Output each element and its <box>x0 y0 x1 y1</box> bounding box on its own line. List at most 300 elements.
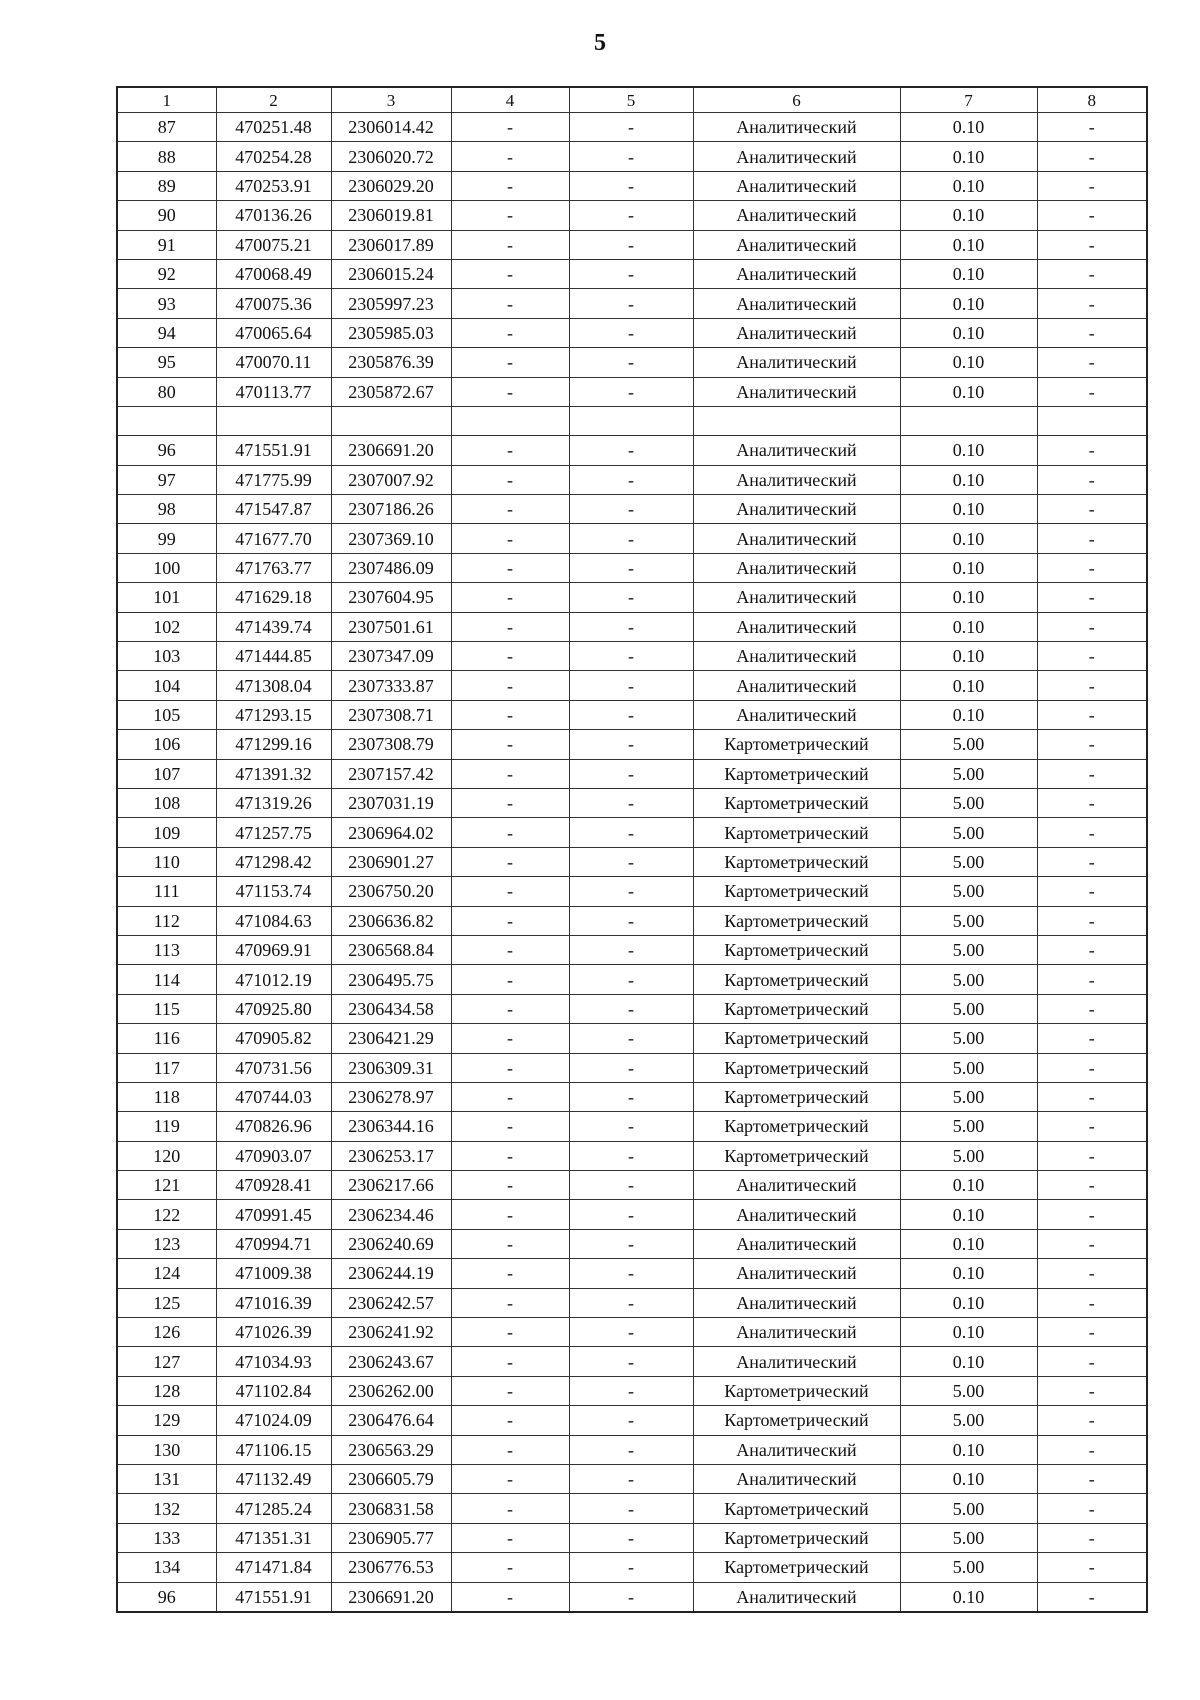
table-cell: 5.00 <box>900 1553 1037 1582</box>
table-cell: 5.00 <box>900 1082 1037 1111</box>
table-cell: 0.10 <box>900 671 1037 700</box>
table-cell: Картометрический <box>693 818 900 847</box>
table-cell: 96 <box>117 1582 216 1612</box>
table-cell: 96 <box>117 436 216 465</box>
table-cell: - <box>569 818 693 847</box>
table-cell: 471351.31 <box>216 1523 331 1552</box>
table-cell: 2307007.92 <box>331 465 451 494</box>
table-cell: 2306241.92 <box>331 1318 451 1347</box>
table-cell: - <box>451 759 569 788</box>
table-cell: Аналитический <box>693 1288 900 1317</box>
table-cell: 2306905.77 <box>331 1523 451 1552</box>
table-cell: - <box>451 965 569 994</box>
table-row <box>117 259 1147 288</box>
table-cell: - <box>569 965 693 994</box>
table-row <box>117 1112 1147 1141</box>
table-cell: - <box>1037 1259 1147 1288</box>
table-cell: 2306234.46 <box>331 1200 451 1229</box>
table-cell: Аналитический <box>693 201 900 230</box>
table-cell: - <box>451 1464 569 1493</box>
table-cell: 471551.91 <box>216 1582 331 1612</box>
table-cell: - <box>569 259 693 288</box>
table-cell: Картометрический <box>693 1494 900 1523</box>
table-cell: - <box>1037 289 1147 318</box>
table-row <box>117 1553 1147 1582</box>
table-cell: Аналитический <box>693 259 900 288</box>
table-cell: - <box>451 788 569 817</box>
table-cell: 470903.07 <box>216 1141 331 1170</box>
table-cell: 5.00 <box>900 965 1037 994</box>
table-cell: - <box>451 1523 569 1552</box>
table-cell: 119 <box>117 1112 216 1141</box>
table-cell: 2307604.95 <box>331 583 451 612</box>
table-cell: - <box>451 847 569 876</box>
table-cell: 471012.19 <box>216 965 331 994</box>
table-cell: - <box>1037 171 1147 200</box>
table-cell: 95 <box>117 348 216 377</box>
table-cell: 0.10 <box>900 318 1037 347</box>
table-row <box>117 1347 1147 1376</box>
table-cell: - <box>569 994 693 1023</box>
table-cell: 123 <box>117 1229 216 1258</box>
table-cell: - <box>451 1288 569 1317</box>
table-cell: 2306434.58 <box>331 994 451 1023</box>
table-row <box>117 1229 1147 1258</box>
table-cell: - <box>569 671 693 700</box>
table-cell: - <box>569 788 693 817</box>
table-cell: 471551.91 <box>216 436 331 465</box>
table-cell: - <box>451 1259 569 1288</box>
table-cell: - <box>451 730 569 759</box>
table-cell: 2307031.19 <box>331 788 451 817</box>
table-cell: 2306309.31 <box>331 1053 451 1082</box>
table-cell: Аналитический <box>693 495 900 524</box>
table-row <box>117 759 1147 788</box>
table-cell: 470905.82 <box>216 1024 331 1053</box>
table-cell: 2306568.84 <box>331 935 451 964</box>
table-cell: - <box>451 348 569 377</box>
table-cell: 0.10 <box>900 1200 1037 1229</box>
table-row <box>117 994 1147 1023</box>
table-cell: - <box>569 495 693 524</box>
table-cell: - <box>451 1318 569 1347</box>
table-cell: 2306262.00 <box>331 1376 451 1405</box>
table-cell: 470254.28 <box>216 142 331 171</box>
table-cell: - <box>1037 495 1147 524</box>
table-cell <box>693 406 900 435</box>
table-cell: Картометрический <box>693 906 900 935</box>
table-cell: - <box>569 700 693 729</box>
table-cell: 2305872.67 <box>331 377 451 406</box>
table-cell: 111 <box>117 877 216 906</box>
table-row <box>117 965 1147 994</box>
table-cell: - <box>451 1435 569 1464</box>
table-cell: 128 <box>117 1376 216 1405</box>
table-cell: - <box>451 553 569 582</box>
table-row <box>117 1318 1147 1347</box>
table-cell: - <box>451 700 569 729</box>
table-cell: 99 <box>117 524 216 553</box>
table-cell: - <box>451 1112 569 1141</box>
table-cell: 2307186.26 <box>331 495 451 524</box>
table-cell: 470065.64 <box>216 318 331 347</box>
table-cell: - <box>1037 788 1147 817</box>
table-cell: 129 <box>117 1406 216 1435</box>
table-cell: Аналитический <box>693 1171 900 1200</box>
table-cell: - <box>1037 965 1147 994</box>
table-cell: 0.10 <box>900 142 1037 171</box>
table-cell: Картометрический <box>693 1376 900 1405</box>
table-cell: - <box>569 1553 693 1582</box>
table-cell: - <box>451 201 569 230</box>
table-cell: - <box>569 1435 693 1464</box>
column-header: 8 <box>1037 87 1147 113</box>
table-row <box>117 171 1147 200</box>
table-cell: 133 <box>117 1523 216 1552</box>
table-cell: - <box>1037 1053 1147 1082</box>
table-cell: 471034.93 <box>216 1347 331 1376</box>
table-row <box>117 1435 1147 1464</box>
table-cell: Аналитический <box>693 1464 900 1493</box>
table-cell: 80 <box>117 377 216 406</box>
table-cell: - <box>1037 113 1147 142</box>
table-cell: - <box>1037 612 1147 641</box>
table-cell: 471319.26 <box>216 788 331 817</box>
table-cell: - <box>1037 583 1147 612</box>
table-cell: 2306015.24 <box>331 259 451 288</box>
table-cell: Аналитический <box>693 289 900 318</box>
table-cell: - <box>451 171 569 200</box>
table-cell: 131 <box>117 1464 216 1493</box>
table-row <box>117 1082 1147 1111</box>
table-cell: 5.00 <box>900 1112 1037 1141</box>
table-cell: - <box>569 553 693 582</box>
table-row <box>117 730 1147 759</box>
table-cell: - <box>451 1053 569 1082</box>
table-cell: - <box>451 289 569 318</box>
table-cell: 2306240.69 <box>331 1229 451 1258</box>
table-cell: 5.00 <box>900 1024 1037 1053</box>
table-cell: 2306495.75 <box>331 965 451 994</box>
table-cell: 125 <box>117 1288 216 1317</box>
table-cell: Аналитический <box>693 318 900 347</box>
table-cell: - <box>451 1141 569 1170</box>
table-cell: 0.10 <box>900 700 1037 729</box>
table-cell: Аналитический <box>693 436 900 465</box>
table-cell <box>216 406 331 435</box>
table-cell: 471439.74 <box>216 612 331 641</box>
table-cell: 110 <box>117 847 216 876</box>
column-header: 3 <box>331 87 451 113</box>
table-cell: Картометрический <box>693 994 900 1023</box>
table-cell: 0.10 <box>900 436 1037 465</box>
table-cell: 124 <box>117 1259 216 1288</box>
table-cell: - <box>451 436 569 465</box>
table-cell: 0.10 <box>900 495 1037 524</box>
table-cell: 0.10 <box>900 1464 1037 1493</box>
table-cell: 94 <box>117 318 216 347</box>
table-cell: 118 <box>117 1082 216 1111</box>
table-cell: 5.00 <box>900 847 1037 876</box>
table-cell: 471391.32 <box>216 759 331 788</box>
table-row <box>117 612 1147 641</box>
table-cell: 471775.99 <box>216 465 331 494</box>
table-cell: 2306253.17 <box>331 1141 451 1170</box>
table-cell: 102 <box>117 612 216 641</box>
table-cell: - <box>1037 877 1147 906</box>
table-cell: 2306421.29 <box>331 1024 451 1053</box>
table-cell <box>451 406 569 435</box>
table-cell: 470113.77 <box>216 377 331 406</box>
table-cell: 471308.04 <box>216 671 331 700</box>
table-cell: - <box>451 1376 569 1405</box>
table-cell: - <box>1037 1582 1147 1612</box>
table-cell: - <box>1037 1141 1147 1170</box>
table-cell: 2306750.20 <box>331 877 451 906</box>
table-cell: 2307333.87 <box>331 671 451 700</box>
page-number: 5 <box>594 30 606 56</box>
table-cell: Аналитический <box>693 553 900 582</box>
table-cell: 471132.49 <box>216 1464 331 1493</box>
table-cell: 2307501.61 <box>331 612 451 641</box>
table-cell: 470994.71 <box>216 1229 331 1258</box>
table-cell: 471106.15 <box>216 1435 331 1464</box>
table-cell: - <box>451 230 569 259</box>
table-cell: - <box>451 994 569 1023</box>
table-cell: Аналитический <box>693 524 900 553</box>
table-cell: 112 <box>117 906 216 935</box>
table-cell: - <box>1037 524 1147 553</box>
table-cell: Картометрический <box>693 1024 900 1053</box>
table-cell: 0.10 <box>900 465 1037 494</box>
table-cell: - <box>569 524 693 553</box>
table-cell: - <box>569 730 693 759</box>
table-cell: - <box>1037 1464 1147 1493</box>
table-cell: 122 <box>117 1200 216 1229</box>
table-row <box>117 1171 1147 1200</box>
table-cell: Аналитический <box>693 348 900 377</box>
table-cell: Аналитический <box>693 612 900 641</box>
table-cell: Картометрический <box>693 1082 900 1111</box>
table-cell: - <box>569 171 693 200</box>
table-cell: - <box>451 612 569 641</box>
table-cell: - <box>1037 700 1147 729</box>
table-cell: - <box>1037 818 1147 847</box>
table-cell: - <box>569 1112 693 1141</box>
table-cell: 2307308.79 <box>331 730 451 759</box>
table-cell <box>331 406 451 435</box>
coordinates-table <box>116 86 1148 1613</box>
table-cell: - <box>569 1376 693 1405</box>
table-cell: - <box>451 495 569 524</box>
table-cell: 93 <box>117 289 216 318</box>
table-cell: 113 <box>117 935 216 964</box>
table-cell: 470969.91 <box>216 935 331 964</box>
table-cell: - <box>1037 1112 1147 1141</box>
table-cell: 2306691.20 <box>331 436 451 465</box>
table-cell: Картометрический <box>693 1523 900 1552</box>
table-cell: - <box>1037 1376 1147 1405</box>
column-header: 1 <box>117 87 216 113</box>
table-cell: Аналитический <box>693 1347 900 1376</box>
table-cell: 2305876.39 <box>331 348 451 377</box>
table-cell: - <box>569 1141 693 1170</box>
table-cell: 0.10 <box>900 642 1037 671</box>
table-cell: 103 <box>117 642 216 671</box>
table-cell: 5.00 <box>900 1376 1037 1405</box>
table-cell: - <box>451 377 569 406</box>
table-cell: 0.10 <box>900 1288 1037 1317</box>
table-cell: - <box>1037 847 1147 876</box>
table-row <box>117 1141 1147 1170</box>
table-cell: 2306242.57 <box>331 1288 451 1317</box>
table-cell: 2306901.27 <box>331 847 451 876</box>
table-cell: - <box>451 1024 569 1053</box>
table-cell: 5.00 <box>900 994 1037 1023</box>
table-cell: - <box>569 289 693 318</box>
table-cell: - <box>569 1582 693 1612</box>
table-cell: 132 <box>117 1494 216 1523</box>
table-cell: 2306476.64 <box>331 1406 451 1435</box>
header-row <box>117 87 1147 113</box>
table-cell: - <box>451 524 569 553</box>
table-cell: 2306636.82 <box>331 906 451 935</box>
table-row <box>117 1053 1147 1082</box>
table-cell: 88 <box>117 142 216 171</box>
table-row <box>117 642 1147 671</box>
table-cell: - <box>451 671 569 700</box>
table-cell: 0.10 <box>900 348 1037 377</box>
table-row <box>117 318 1147 347</box>
table-cell: - <box>451 1347 569 1376</box>
table-cell: - <box>569 1229 693 1258</box>
table-cell: 2307308.71 <box>331 700 451 729</box>
table-cell: Картометрический <box>693 935 900 964</box>
table-cell: 120 <box>117 1141 216 1170</box>
table-cell: - <box>569 1259 693 1288</box>
table-cell: 2306244.19 <box>331 1259 451 1288</box>
table-row <box>117 1376 1147 1405</box>
table-cell: - <box>451 1582 569 1612</box>
table-cell: 471547.87 <box>216 495 331 524</box>
table-cell: 471293.15 <box>216 700 331 729</box>
table-cell: 106 <box>117 730 216 759</box>
table-cell: Аналитический <box>693 1229 900 1258</box>
table-row <box>117 406 1147 435</box>
table-cell: 0.10 <box>900 1259 1037 1288</box>
table-cell: - <box>1037 759 1147 788</box>
table-cell: - <box>451 113 569 142</box>
table-row <box>117 1024 1147 1053</box>
table-cell: - <box>1037 1288 1147 1317</box>
table-row <box>117 1494 1147 1523</box>
table-cell: - <box>569 1494 693 1523</box>
table-cell: 97 <box>117 465 216 494</box>
table-cell: - <box>1037 230 1147 259</box>
table-cell: - <box>451 935 569 964</box>
table-row <box>117 230 1147 259</box>
table-cell: - <box>1037 348 1147 377</box>
table-cell: Картометрический <box>693 1112 900 1141</box>
table-cell: 5.00 <box>900 1406 1037 1435</box>
table-cell: - <box>451 318 569 347</box>
table-cell: 0.10 <box>900 1229 1037 1258</box>
table-cell: - <box>451 1229 569 1258</box>
table-cell: 2306691.20 <box>331 1582 451 1612</box>
column-header: 4 <box>451 87 569 113</box>
table-header <box>117 87 1147 113</box>
table-cell: 2306964.02 <box>331 818 451 847</box>
table-cell: 5.00 <box>900 818 1037 847</box>
table-cell: 2306014.42 <box>331 113 451 142</box>
column-header: 5 <box>569 87 693 113</box>
table-cell: 471024.09 <box>216 1406 331 1435</box>
table-cell: 470253.91 <box>216 171 331 200</box>
table-row <box>117 524 1147 553</box>
table-cell: - <box>569 142 693 171</box>
table-cell: Аналитический <box>693 1435 900 1464</box>
table-cell: - <box>1037 1406 1147 1435</box>
table-cell: - <box>1037 1553 1147 1582</box>
table-cell: 471763.77 <box>216 553 331 582</box>
table-cell: - <box>1037 201 1147 230</box>
table-cell: Картометрический <box>693 1141 900 1170</box>
table-cell: 90 <box>117 201 216 230</box>
table-cell: - <box>569 1347 693 1376</box>
table-cell: Аналитический <box>693 1259 900 1288</box>
table-cell: 101 <box>117 583 216 612</box>
table-cell: 2306029.20 <box>331 171 451 200</box>
table-cell: 115 <box>117 994 216 1023</box>
table-cell: 471677.70 <box>216 524 331 553</box>
table-cell: Аналитический <box>693 583 900 612</box>
table-cell: 0.10 <box>900 553 1037 582</box>
table-cell: 470991.45 <box>216 1200 331 1229</box>
table-cell: Аналитический <box>693 230 900 259</box>
table-cell: 5.00 <box>900 788 1037 817</box>
table-cell: - <box>1037 1024 1147 1053</box>
table-cell: - <box>569 1082 693 1111</box>
table-cell: Картометрический <box>693 847 900 876</box>
table-cell: 105 <box>117 700 216 729</box>
table-cell: 471153.74 <box>216 877 331 906</box>
table-cell: - <box>569 935 693 964</box>
table-cell: 134 <box>117 1553 216 1582</box>
table-cell: - <box>569 906 693 935</box>
table-cell: - <box>451 259 569 288</box>
table-cell: 2305997.23 <box>331 289 451 318</box>
table-cell: 109 <box>117 818 216 847</box>
table-row <box>117 1259 1147 1288</box>
table-cell: 108 <box>117 788 216 817</box>
table-cell: - <box>569 583 693 612</box>
table-cell: 0.10 <box>900 1435 1037 1464</box>
table-cell: - <box>1037 1200 1147 1229</box>
table-cell: Картометрический <box>693 1406 900 1435</box>
table-cell: - <box>569 1318 693 1347</box>
table-cell: 89 <box>117 171 216 200</box>
table-cell: Аналитический <box>693 1582 900 1612</box>
table-cell: 0.10 <box>900 524 1037 553</box>
table-cell: 0.10 <box>900 113 1037 142</box>
table-cell: - <box>569 1024 693 1053</box>
table-cell: - <box>569 877 693 906</box>
table-cell: Аналитический <box>693 171 900 200</box>
table-cell: 470251.48 <box>216 113 331 142</box>
table-cell: - <box>451 1553 569 1582</box>
table-cell: 104 <box>117 671 216 700</box>
table-cell: 2305985.03 <box>331 318 451 347</box>
